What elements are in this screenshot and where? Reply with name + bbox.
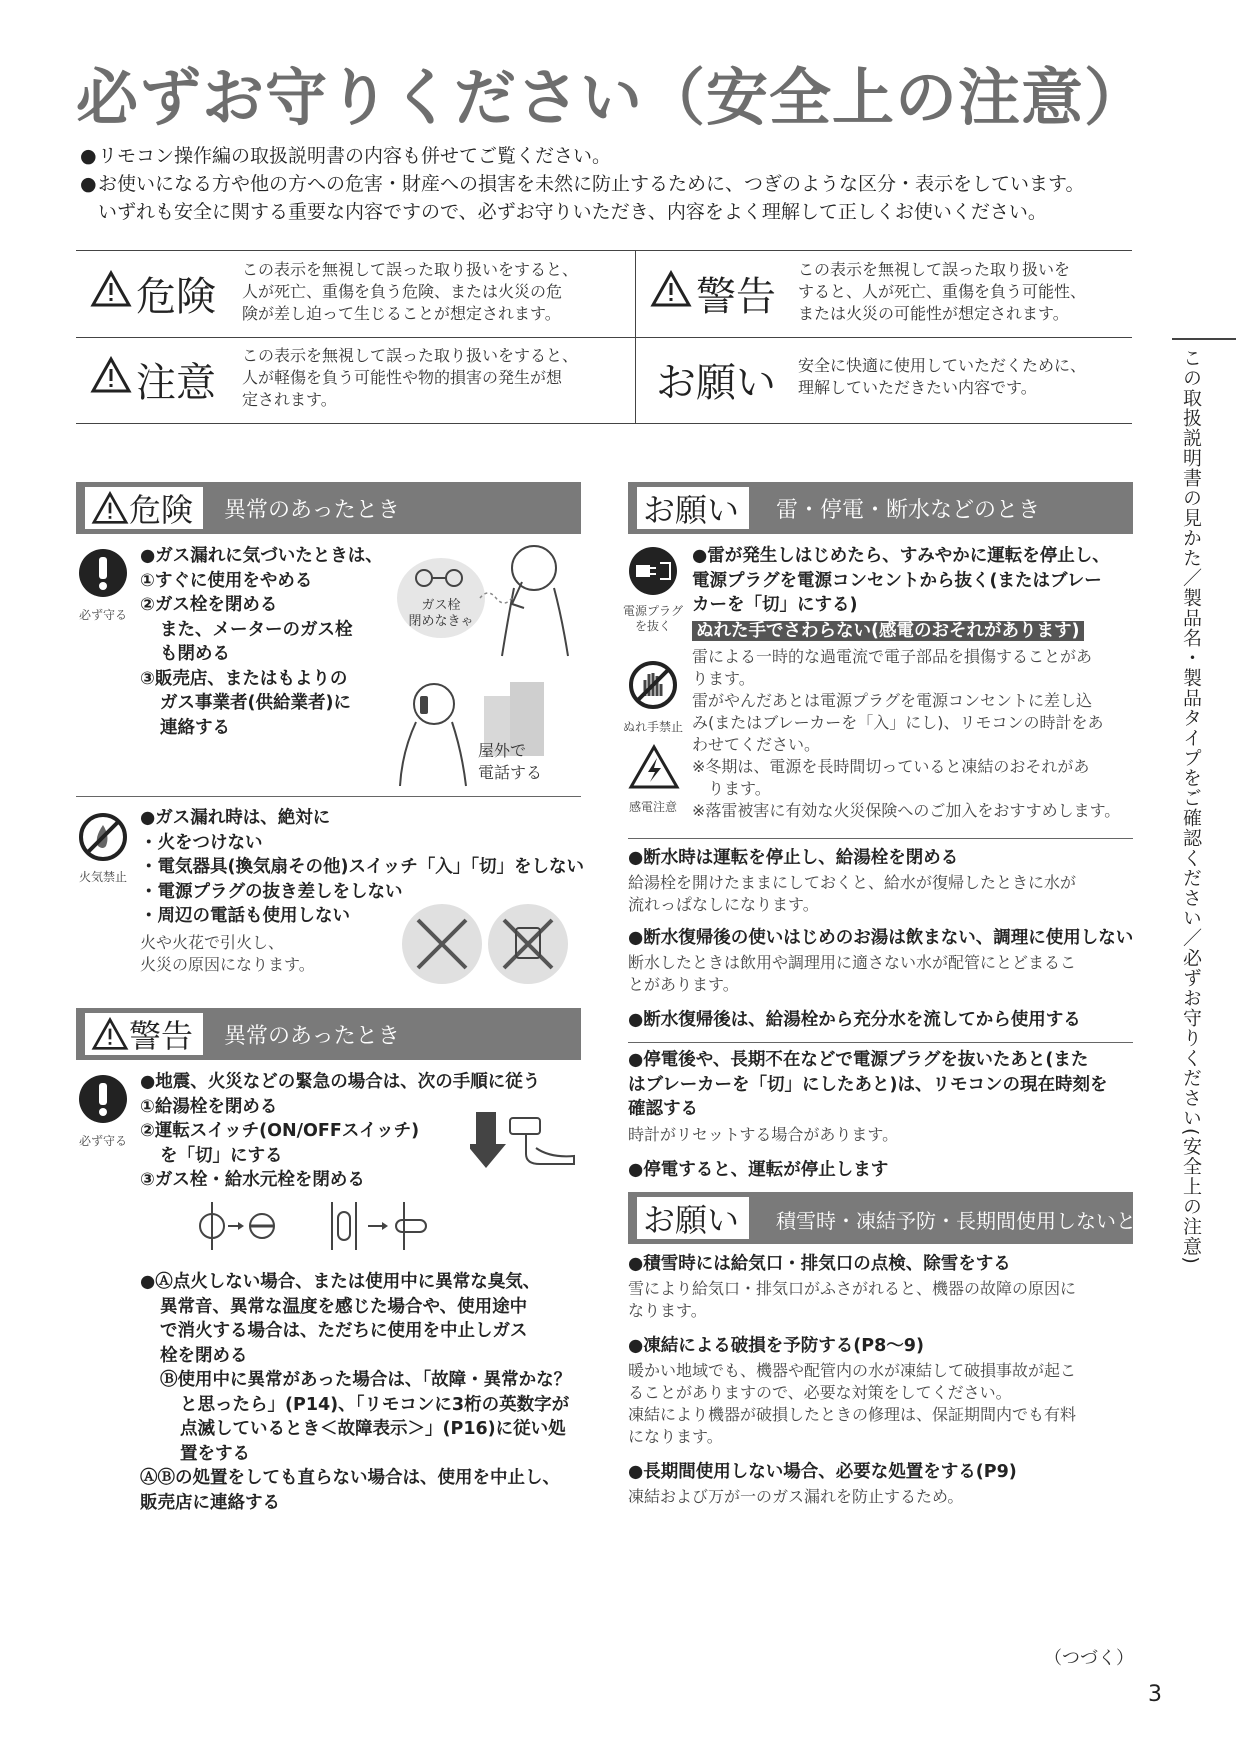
divider xyxy=(628,1042,1133,1043)
note-line: ※落雷被害に有効な火災保険へのご加入をおすすめします。 xyxy=(692,801,1121,820)
section-title: 雷・停電・断水などのとき xyxy=(776,498,1041,523)
abnormal-line: 点滅しているとき＜故障表示＞」(P16)に従い処 xyxy=(180,1419,566,1439)
thunder-notes xyxy=(692,646,1120,822)
abnormal-line: ●Ⓐ点火しない場合、または使用中に異常な臭気、 xyxy=(140,1272,541,1292)
side-index-tab xyxy=(1172,338,1212,1338)
section-tag: お願い xyxy=(643,491,740,529)
note-line: み(またはブレーカーを「入」にし)、リモコンの時計をあ xyxy=(692,713,1104,732)
legend-request-desc-1: 安全に快適に使用していただくために、 xyxy=(798,356,1087,375)
abnormal-line: 異常音、異常な温度を感じた場合や、使用途中 xyxy=(160,1296,528,1317)
page-title: 必ずお守りください（安全上の注意） xyxy=(76,61,1148,134)
legend-danger-desc-2: 人が死亡、重傷を負う危険、または火災の危 xyxy=(242,282,563,301)
body-line: なります。 xyxy=(628,1301,707,1320)
note-line: 雷による一時的な過電流で電子部品を損傷することがあ xyxy=(692,647,1093,666)
no-fire-line: ・電気器具(換気扇その他)スイッチ「入」「切」をしない xyxy=(140,857,585,877)
emergency-line: を「切」にする xyxy=(160,1145,283,1166)
power-stop-heading: ●停電すると、運転が停止します xyxy=(628,1160,889,1180)
thunder-instructions xyxy=(692,544,1110,618)
divider xyxy=(628,838,1133,839)
legend-request-desc-2: 理解していただきたい内容です。 xyxy=(798,378,1037,397)
gas-leak-line: ガス事業者(供給業者)に xyxy=(160,693,351,713)
intro-line-3: いずれも安全に関する重要な内容ですので、必ずお守りいただき、内容をよく理解して正しくお使いください。 xyxy=(98,201,1047,223)
wet-hands-warning xyxy=(692,619,1084,644)
legend-warning-desc-1: この表示を無視して誤った取り扱いを xyxy=(798,260,1071,279)
body-line: 凍結により機器が破損したときの修理は、保証期間内でも有料 xyxy=(628,1405,1077,1424)
gas-leak-line: また、メーターのガス栓 xyxy=(160,619,353,640)
body-line: 暖かい地域でも、機器や配管内の水が凍結して破損事故が起こ xyxy=(628,1361,1077,1380)
abnormal-procedure xyxy=(140,1270,571,1515)
abnormal-line: で消火する場合は、ただちに使用を中止しガス xyxy=(160,1321,528,1341)
mandatory-icon xyxy=(78,1074,128,1128)
woman-smelling-illustration xyxy=(478,538,578,662)
gas-leak-instructions xyxy=(140,544,383,740)
mandatory-icon-caption: 必ず守る xyxy=(78,1134,127,1148)
call-outside-caption xyxy=(478,740,542,784)
emergency-line: ②運転スイッチ(ON/OFFスイッチ) xyxy=(140,1121,420,1141)
no-fire-icon-caption: 火気禁止 xyxy=(78,870,127,884)
note-line: 火災の原因になります。 xyxy=(140,955,315,974)
heading-line: ●停電後や、長期不在などで電源プラグを抜いたあと(また xyxy=(628,1050,1089,1070)
body-line: 雪により給気口・排気口がふさがれると、機器の故障の原因に xyxy=(628,1279,1077,1298)
gas-leak-line: ③販売店、またはもよりの xyxy=(140,668,348,689)
no-fire-line: ・火をつけない xyxy=(140,832,263,853)
continued-label: （つづく） xyxy=(1044,1648,1134,1669)
gas-leak-line: ②ガス栓を閉める xyxy=(140,595,278,615)
unplug-icon-caption xyxy=(622,604,684,634)
caption-line: 屋外で xyxy=(478,741,527,760)
legend-caution xyxy=(76,337,635,423)
no-fire-line: ・周辺の電話も使用しない xyxy=(140,906,350,926)
page-number: 3 xyxy=(1148,1682,1162,1707)
section-title: 異常のあったとき xyxy=(224,498,400,523)
warning-triangle-icon xyxy=(650,270,692,318)
long-term-body: 凍結および万が一のガス漏れを防止するため。 xyxy=(628,1487,964,1506)
water-restore-heading: ●断水復帰後の使いはじめのお湯は飲まない、調理に使用しない xyxy=(628,928,1134,948)
mandatory-icon xyxy=(78,548,128,602)
water-flush-heading: ●断水復帰後は、給湯栓から充分水を流してから使用する xyxy=(628,1010,1081,1030)
caption-line: を抜く xyxy=(634,619,671,633)
power-out-heading xyxy=(628,1048,1107,1122)
no-fire-icon xyxy=(78,812,128,866)
mandatory-icon-caption: 必ず守る xyxy=(78,608,127,622)
section-tag: 危険 xyxy=(129,491,194,529)
snow-heading: ●積雪時には給気口・排気口の点検、除雪をする xyxy=(628,1254,1011,1274)
valve-close-illustration xyxy=(196,1198,456,1260)
thunder-line: カーを「切」にする) xyxy=(692,595,858,615)
divider xyxy=(76,796,581,797)
intro-line-2: ●お使いになる方や他の方への危害・財産への損害を未然に防止するために、つぎのような区分・表示をしています。 xyxy=(80,173,1085,195)
no-wet-hands-icon-caption: ぬれ手禁止 xyxy=(622,720,683,734)
abnormal-line: Ⓑ使用中に異常があった場合は、「故障・異常かな？ xyxy=(160,1370,572,1390)
unplug-icon xyxy=(628,546,678,600)
legend-danger xyxy=(76,251,635,337)
abnormal-line: 販売店に連絡する xyxy=(140,1492,280,1513)
gas-valve-bubble xyxy=(396,556,486,644)
water-stop-body xyxy=(628,872,1076,916)
body-line: 給湯栓を開けたままにしておくと、給水が復帰したときに水が xyxy=(628,873,1077,892)
section-title: 異常のあったとき xyxy=(224,1024,400,1049)
no-fire-line: ●ガス漏れ時は、絶対に xyxy=(140,808,331,828)
body-line: ることがありますので、必要な対策をしてください。 xyxy=(628,1383,1012,1402)
long-term-heading: ●長期間使用しない場合、必要な処置をする(P9) xyxy=(628,1462,1017,1482)
emergency-line: ③ガス栓・給水元栓を閉める xyxy=(140,1170,365,1190)
water-stop-heading: ●断水時は運転を停止し、給湯栓を閉める xyxy=(628,848,959,868)
section-header-request-thunder xyxy=(628,482,1133,534)
heading-line: はブレーカーを「切」にしたあと)は、リモコンの現在時刻を xyxy=(628,1074,1108,1095)
warning-triangle-icon xyxy=(91,1017,129,1051)
note-line: ります。 xyxy=(692,669,755,688)
legend-caution-desc-1: この表示を無視して誤った取り扱いをすると、 xyxy=(242,346,579,365)
water-restore-body xyxy=(628,952,1076,996)
electric-shock-icon xyxy=(628,744,680,794)
heading-line: 確認する xyxy=(628,1099,698,1119)
legend-danger-label: 危険 xyxy=(136,274,216,320)
legend-danger-desc-1: この表示を無視して誤った取り扱いをすると、 xyxy=(242,260,579,279)
note-line: わせてください。 xyxy=(692,735,821,754)
thunder-line: 電源プラグを電源コンセントから抜く(またはブレー xyxy=(692,570,1102,591)
hazard-legend-table xyxy=(76,250,1132,424)
section-header-request-snow xyxy=(628,1192,1156,1244)
legend-warning xyxy=(636,251,1132,337)
section-tag: 警告 xyxy=(129,1017,194,1055)
body-line: 流れっぱなしになります。 xyxy=(628,895,819,914)
body-line: とがあります。 xyxy=(628,975,739,994)
electric-shock-icon-caption: 感電注意 xyxy=(628,800,677,814)
note-line: ※冬期は、電源を長時間切っていると凍結のおそれがあ xyxy=(692,757,1090,776)
legend-caution-desc-2: 人が軽傷を負う可能性や物的損害の発生が想 xyxy=(242,368,563,387)
no-fire-note xyxy=(140,932,315,976)
legend-warning-label: 警告 xyxy=(696,274,776,320)
abnormal-line: 置をする xyxy=(180,1443,250,1464)
legend-danger-desc-3: 険が差し迫って生じることが想定されます。 xyxy=(242,304,561,323)
freeze-heading: ●凍結による破損を予防する(P8～9) xyxy=(628,1336,924,1356)
abnormal-line: ⒶⒷの処置をしても直らない場合は、使用を中止し、 xyxy=(140,1468,560,1488)
section-header-warning-abnormal xyxy=(76,1008,581,1060)
legend-warning-desc-2: すると、人が死亡、重傷を負う可能性、 xyxy=(798,282,1087,301)
body-line: になります。 xyxy=(628,1427,723,1446)
highlight-text: ぬれた手でさわらない(感電のおそれがあります) xyxy=(692,621,1084,641)
section-title: 積雪時・凍結予防・長期間使用しないとき xyxy=(776,1209,1156,1233)
no-spark-illustration xyxy=(398,898,576,994)
note-line: 火や火花で引火し、 xyxy=(140,933,285,952)
no-wet-hands-icon xyxy=(628,660,678,714)
emergency-line: ●地震、火災などの緊急の場合は、次の手順に従う xyxy=(140,1072,541,1092)
legend-caution-desc-3: 定されます。 xyxy=(242,390,337,409)
warning-triangle-icon xyxy=(91,491,129,525)
abnormal-line: 栓を閉める xyxy=(160,1345,248,1366)
legend-request xyxy=(636,337,1132,423)
body-line: 断水したときは飲用や調理用に適さない水が配管にとどまるこ xyxy=(628,953,1077,972)
legend-request-label: お願い xyxy=(656,360,776,406)
caption-line: 電話する xyxy=(478,763,543,782)
intro-line-1: ●リモコン操作編の取扱説明書の内容も併せてご覧ください。 xyxy=(80,145,612,167)
gas-leak-line: ①すぐに使用をやめる xyxy=(140,570,313,591)
section-tag: お願い xyxy=(643,1201,740,1239)
no-fire-line: ・電源プラグの抜き差しをしない xyxy=(140,881,403,902)
note-line: 雷がやんだあとは電源プラグを電源コンセントに差し込 xyxy=(692,691,1093,710)
thunder-line: ●雷が発生しはじめたら、すみやかに運転を停止し、 xyxy=(692,546,1110,566)
bubble-text: 閉めなきゃ xyxy=(408,614,474,629)
emergency-line: ①給湯栓を閉める xyxy=(140,1096,278,1117)
legend-caution-label: 注意 xyxy=(136,360,216,406)
gas-leak-line: ●ガス漏れに気づいたときは、 xyxy=(140,546,383,566)
snow-body xyxy=(628,1278,1076,1322)
gas-leak-line: 連絡する xyxy=(160,717,230,738)
warning-triangle-icon xyxy=(90,356,132,404)
section-header-danger-abnormal xyxy=(76,482,581,534)
caption-line: 電源プラグ xyxy=(622,604,683,618)
bubble-text: ガス栓 xyxy=(421,598,461,613)
side-tab-text: この取扱説明書の見かた／製品名・製品タイプをご確認ください／必ずお守りください(安全上の注意) xyxy=(1180,348,1202,1265)
gas-leak-line: も閉める xyxy=(160,644,230,664)
warning-triangle-icon xyxy=(90,270,132,318)
abnormal-line: と思ったら」(P14)、「リモコンに3桁の英数字が xyxy=(180,1394,570,1415)
legend-warning-desc-3: または火災の可能性が想定されます。 xyxy=(798,304,1069,323)
note-line: ります。 xyxy=(708,779,771,798)
power-out-body: 時計がリセットする場合があります。 xyxy=(628,1125,899,1144)
faucet-illustration xyxy=(470,1104,582,1180)
freeze-body xyxy=(628,1360,1076,1448)
